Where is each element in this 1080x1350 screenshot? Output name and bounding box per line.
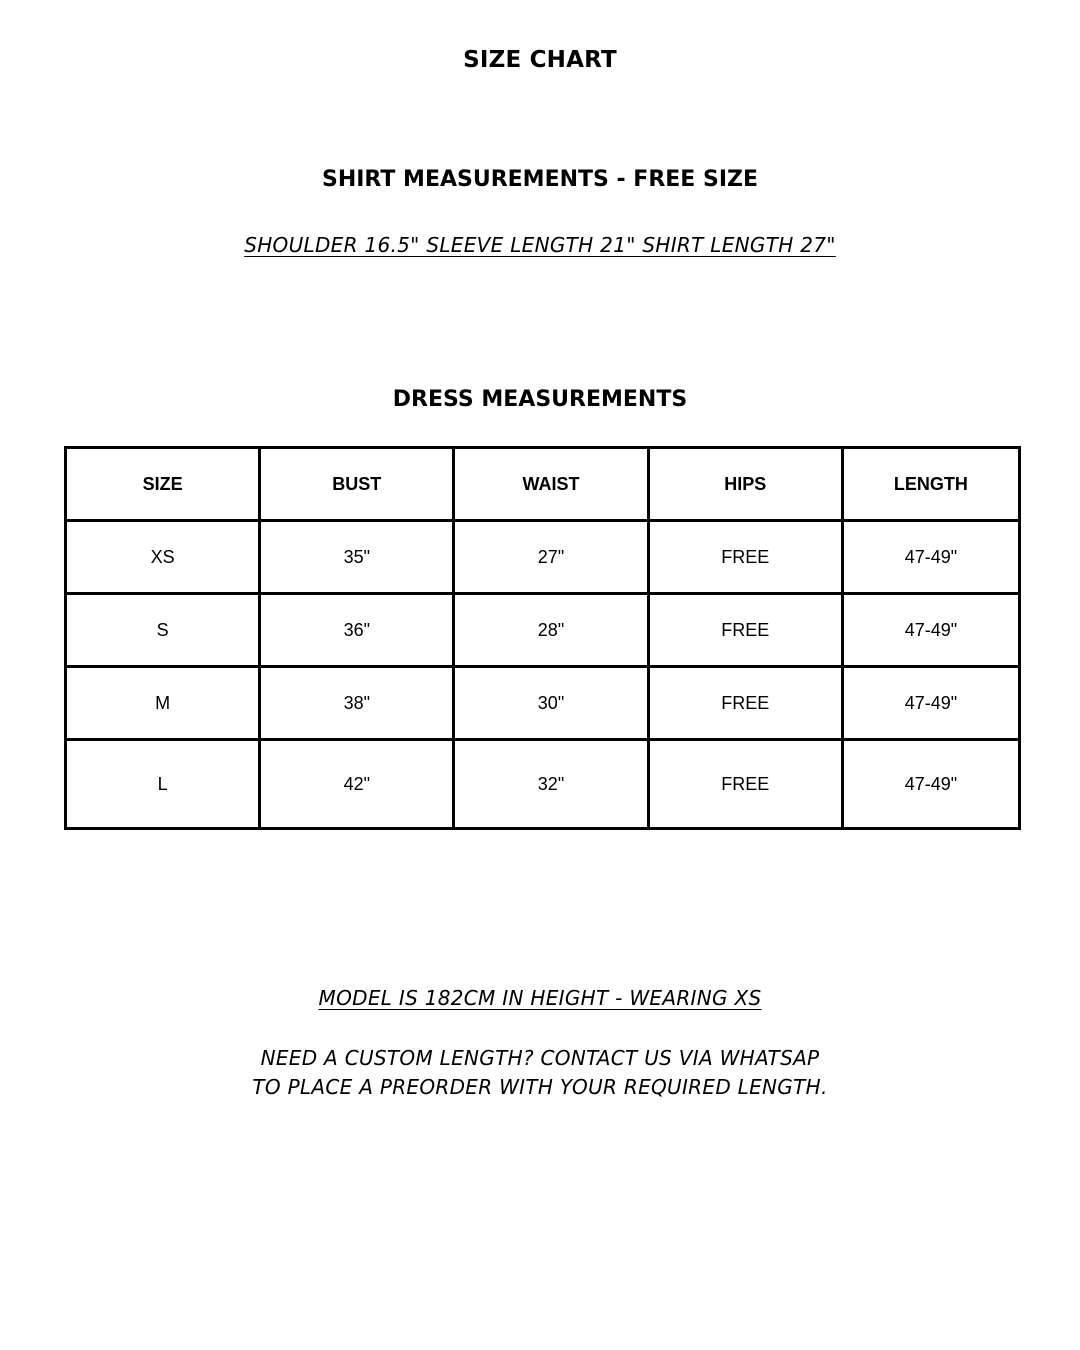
cell-waist: 32" [454, 740, 648, 829]
column-header-bust: BUST [260, 448, 454, 521]
custom-length-note [0, 1044, 1080, 1102]
cell-bust: 36" [260, 594, 454, 667]
column-header-hips: HIPS [648, 448, 842, 521]
shirt-measurements-line [0, 233, 1080, 257]
column-header-length: LENGTH [842, 448, 1019, 521]
cell-hips: FREE [648, 594, 842, 667]
table-header-row [66, 448, 1020, 521]
shirt-measurements: SHOULDER 16.5" SLEEVE LENGTH 21" SHIRT LENGTH 27" [244, 233, 836, 257]
model-note-line [0, 986, 1080, 1010]
cell-size: S [66, 594, 260, 667]
column-header-size: SIZE [66, 448, 260, 521]
cell-size: XS [66, 521, 260, 594]
shirt-heading: SHIRT MEASUREMENTS - FREE SIZE [321, 167, 758, 192]
dress-heading: DRESS MEASUREMENTS [392, 387, 688, 412]
cell-waist: 27" [454, 521, 648, 594]
cell-length: 47-49" [842, 521, 1019, 594]
cell-waist: 28" [454, 594, 648, 667]
custom-note-line-2: TO PLACE A PREORDER WITH YOUR REQUIRED LENGTH. [252, 1075, 828, 1099]
cell-hips: FREE [648, 667, 842, 740]
model-note: MODEL IS 182CM IN HEIGHT - WEARING XS [318, 986, 762, 1010]
cell-bust: 38" [260, 667, 454, 740]
dress-size-table [64, 446, 1021, 830]
cell-bust: 35" [260, 521, 454, 594]
cell-waist: 30" [454, 667, 648, 740]
table-row [66, 667, 1020, 740]
cell-length: 47-49" [842, 740, 1019, 829]
cell-size: L [66, 740, 260, 829]
table-row [66, 594, 1020, 667]
cell-size: M [66, 667, 260, 740]
cell-length: 47-49" [842, 594, 1019, 667]
page-title: SIZE CHART [463, 47, 617, 73]
column-header-waist: WAIST [454, 448, 648, 521]
cell-length: 47-49" [842, 667, 1019, 740]
cell-hips: FREE [648, 740, 842, 829]
cell-hips: FREE [648, 521, 842, 594]
table-row [66, 740, 1020, 829]
cell-bust: 42" [260, 740, 454, 829]
custom-note-line-1: NEED A CUSTOM LENGTH? CONTACT US VIA WHATSAP [260, 1046, 820, 1070]
table-row [66, 521, 1020, 594]
